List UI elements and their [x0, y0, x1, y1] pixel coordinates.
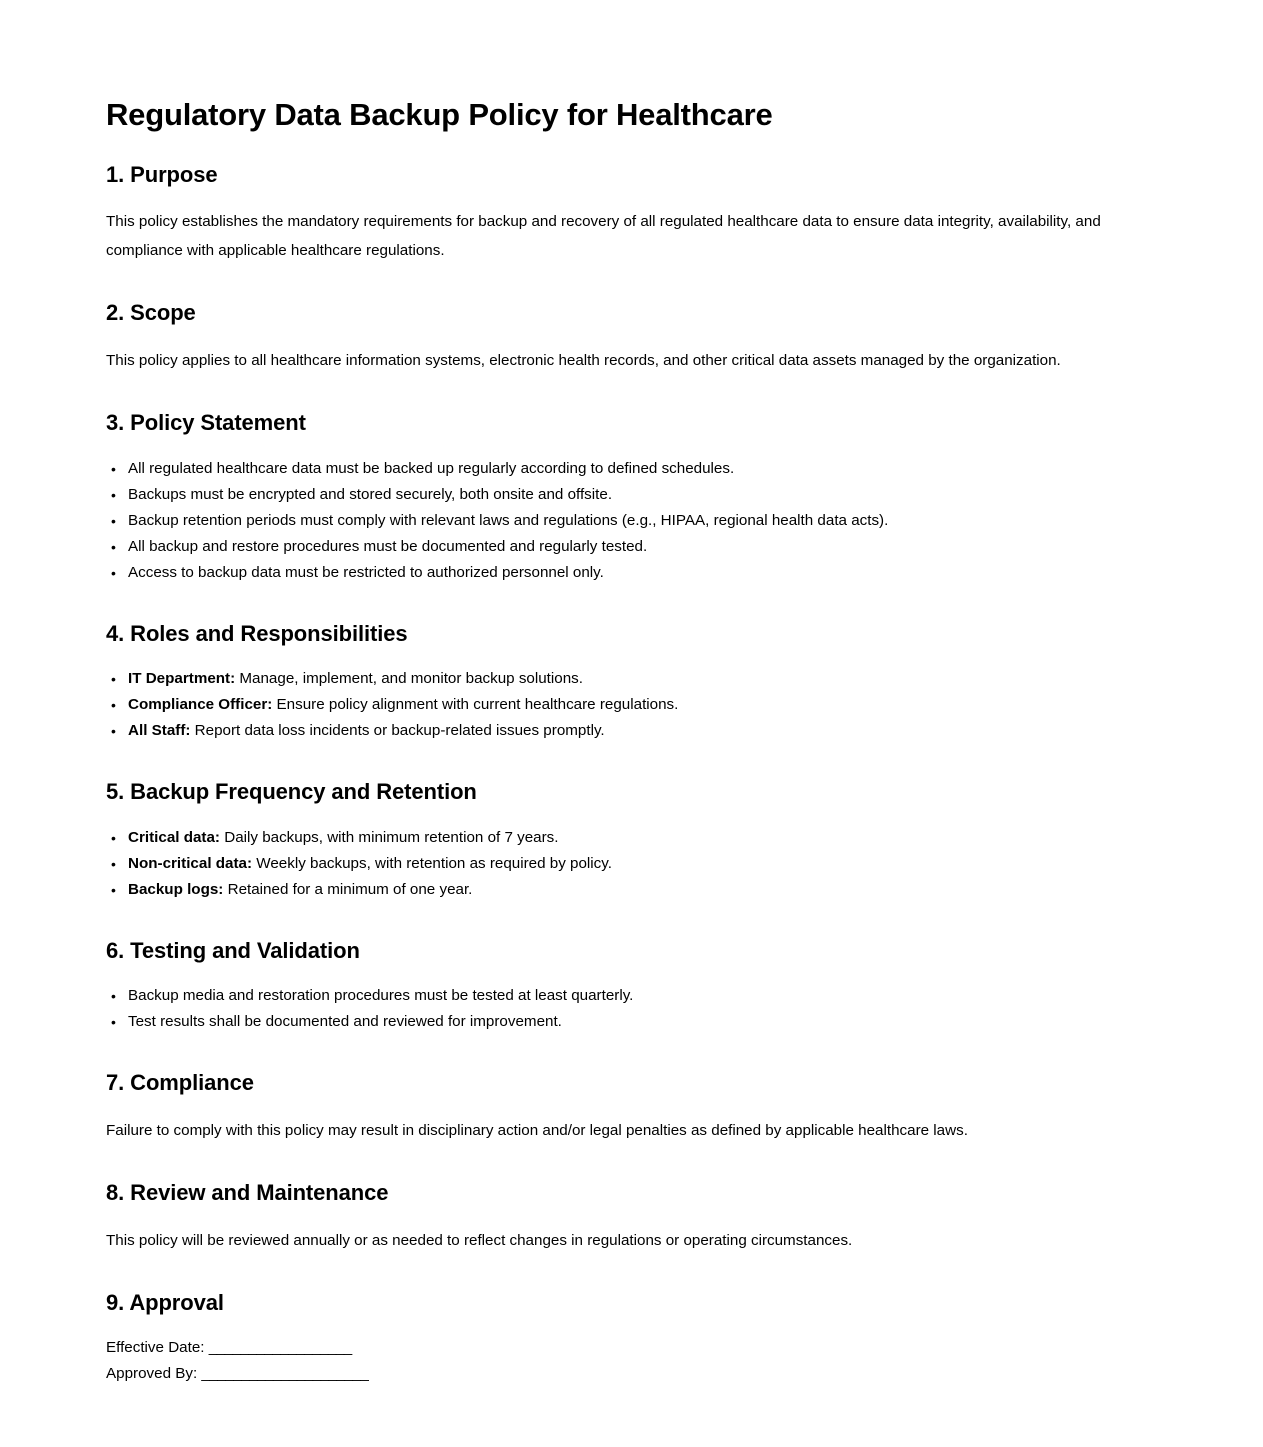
list-item-text: All backup and restore procedures must be documented and regularly tested.	[128, 537, 648, 555]
section-heading: 5. Backup Frequency and Retention	[106, 779, 477, 805]
signature-rule[interactable]: __________________	[208, 1339, 352, 1357]
list-item	[106, 851, 1157, 877]
approval-label: Approved By:	[106, 1365, 202, 1383]
document-section	[106, 1069, 1157, 1145]
list-item	[106, 692, 1157, 718]
bullet-list	[106, 983, 1157, 1035]
list-item	[106, 718, 1157, 744]
section-paragraph: This policy will be reviewed annually or as needed to reflect changes in regulations or operating circumstances.	[106, 1231, 853, 1249]
list-item-text: All regulated healthcare data must be backed up regularly according to defined schedules.	[128, 459, 735, 477]
document-body	[106, 161, 1157, 1387]
list-item	[106, 1009, 1157, 1035]
list-item	[106, 983, 1157, 1009]
section-heading: 2. Scope	[106, 300, 196, 326]
section-heading: 9. Approval	[106, 1289, 224, 1315]
list-item	[106, 482, 1157, 508]
list-item-lead: Non-critical data:	[128, 854, 253, 872]
section-heading: 6. Testing and Validation	[106, 937, 360, 963]
document-section	[106, 299, 1157, 375]
list-item-lead: Compliance Officer:	[128, 696, 273, 714]
list-item-lead: Critical data:	[128, 828, 220, 846]
list-item	[106, 534, 1157, 560]
bullet-list	[106, 456, 1157, 586]
list-item	[106, 666, 1157, 692]
list-item-lead: All Staff:	[128, 722, 191, 740]
list-item-lead: IT Department:	[128, 670, 236, 688]
signature-rule[interactable]: _____________________	[201, 1365, 369, 1383]
section-heading: 3. Policy Statement	[106, 409, 306, 435]
page-title: Regulatory Data Backup Policy for Healthcare	[106, 97, 773, 132]
list-item-text: Report data loss incidents or backup-related issues promptly.	[190, 722, 605, 740]
section-paragraph: Failure to comply with this policy may result in disciplinary action and/or legal penalties as defined by applicable healthcare laws.	[106, 1121, 968, 1139]
approval-line	[106, 1361, 1157, 1387]
document-section	[106, 161, 1157, 266]
document-section	[106, 1179, 1157, 1255]
list-item-text: Access to backup data must be restricted to authorized personnel only.	[128, 563, 604, 581]
list-item-text: Ensure policy alignment with current healthcare regulations.	[272, 696, 679, 714]
section-paragraph: This policy applies to all healthcare information systems, electronic health records, and other critical data assets managed by the organization.	[106, 351, 1061, 369]
approval-line	[106, 1335, 1157, 1361]
list-item-lead: Backup logs:	[128, 880, 224, 898]
list-item-text: Retained for a minimum of one year.	[223, 880, 473, 898]
section-heading: 4. Roles and Responsibilities	[106, 620, 408, 646]
list-item-text: Test results shall be documented and reviewed for improvement.	[128, 1013, 562, 1031]
list-item	[106, 456, 1157, 482]
list-item-text: Backup media and restoration procedures must be tested at least quarterly.	[128, 987, 634, 1005]
section-heading: 1. Purpose	[106, 161, 218, 187]
section-heading: 7. Compliance	[106, 1070, 254, 1096]
list-item	[106, 825, 1157, 851]
document-section	[106, 620, 1157, 745]
approval-block	[106, 1335, 1157, 1387]
list-item	[106, 508, 1157, 534]
list-item-text: Manage, implement, and monitor backup solutions.	[235, 670, 583, 688]
section-paragraph: This policy establishes the mandatory requirements for backup and recovery of all regulated healthcare data to ensure data integrity, availability, and compliance with applicable healthcare regulations.	[106, 213, 1101, 260]
list-item-text: Daily backups, with minimum retention of 7 years.	[220, 828, 559, 846]
list-item-text: Backup retention periods must comply with relevant laws and regulations (e.g., HIPAA, regional health data acts).	[128, 511, 889, 529]
approval-label: Effective Date:	[106, 1339, 209, 1357]
bullet-list	[106, 825, 1157, 903]
list-item	[106, 560, 1157, 586]
list-item-text: Backups must be encrypted and stored securely, both onsite and offsite.	[128, 485, 613, 503]
document-section	[106, 409, 1157, 586]
list-item	[106, 877, 1157, 903]
document-section	[106, 1289, 1157, 1388]
document-section	[106, 778, 1157, 903]
section-heading: 8. Review and Maintenance	[106, 1179, 389, 1205]
list-item-text: Weekly backups, with retention as required by policy.	[252, 854, 612, 872]
document-section	[106, 937, 1157, 1036]
bullet-list	[106, 666, 1157, 744]
